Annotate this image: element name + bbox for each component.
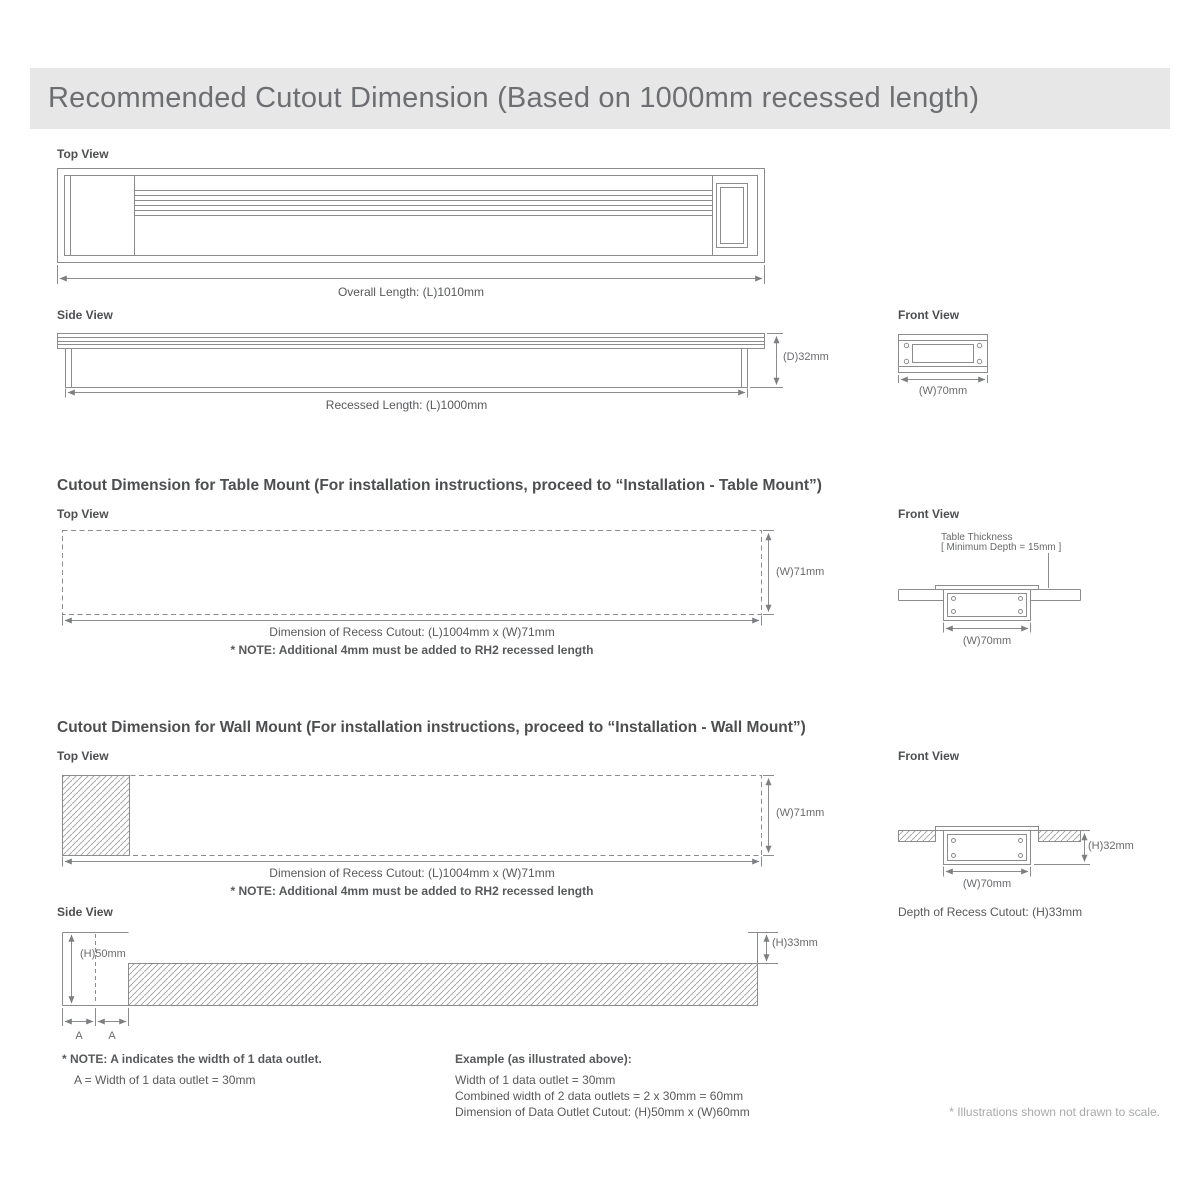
wall-mount-side-view-label: Side View <box>57 905 113 919</box>
wall-mount-side-height-label: (H)50mm <box>80 948 126 960</box>
wall-mount-side-view-drawing <box>63 933 779 1006</box>
wall-mount-length-dim <box>63 857 762 867</box>
outlet-width-a-label-right: A <box>108 1030 116 1042</box>
table-mount-front-width-label: (W)70mm <box>962 635 1012 647</box>
wall-side-outlet-width-dims <box>63 1008 129 1026</box>
page-title: Recommended Cutout Dimension (Based on 1000mm recessed length) <box>48 82 980 114</box>
wall-mount-heading: Cutout Dimension for Wall Mount (For installation instructions, proceed to “Installation - Wall Mount”) <box>57 719 806 736</box>
overview-overall-length-dim <box>58 265 765 284</box>
wall-mount-width-dim <box>763 776 774 856</box>
table-mount-front-view-drawing <box>899 553 1081 621</box>
example-heading: Example (as illustrated above): <box>455 1052 632 1066</box>
overview-front-width-label: (W)70mm <box>918 385 968 397</box>
overview-top-view-label: Top View <box>57 147 109 161</box>
table-mount-length-dim <box>63 616 762 626</box>
overview-top-view-drawing <box>58 169 765 263</box>
overview-recessed-length-dim <box>66 389 748 398</box>
table-mount-width-dim <box>763 531 774 615</box>
wall-mount-front-view-drawing <box>899 827 1081 865</box>
overview-front-view-drawing <box>899 335 988 373</box>
wall-mount-top-view-drawing <box>63 776 762 856</box>
example-line-2: Combined width of 2 data outlets = 2 x 30mm = 60mm <box>455 1089 744 1103</box>
wall-mount-front-view-label: Front View <box>898 749 960 763</box>
wall-mount-note: * NOTE: Additional 4mm must be added to RH2 recessed length <box>230 884 594 898</box>
data-outlet-width-note: A = Width of 1 data outlet = 30mm <box>74 1073 256 1087</box>
wall-mount-top-view-label: Top View <box>57 749 109 763</box>
table-mount-note: * NOTE: Additional 4mm must be added to RH2 recessed length <box>230 643 594 657</box>
wall-mount-front-height-label: (H)32mm <box>1088 840 1134 852</box>
overview-depth-label: (D)32mm <box>783 351 829 363</box>
scale-disclaimer: * Illustrations shown not drawn to scale. <box>949 1105 1160 1119</box>
wall-mount-front-width-label: (W)70mm <box>962 878 1012 890</box>
overview-side-view-label: Side View <box>57 308 113 322</box>
table-mount-front-width-dim <box>944 623 1031 633</box>
wall-mount-width-label: (W)71mm <box>776 807 825 819</box>
table-thickness-label-line1: Table Thickness <box>941 532 1013 543</box>
overview-front-width-dim <box>899 375 988 383</box>
example-line-3: Dimension of Data Outlet Cutout: (H)50mm x (W)60mm <box>455 1105 750 1119</box>
overview-front-view-label: Front View <box>898 308 960 322</box>
wall-mount-depth-of-recess-label: Depth of Recess Cutout: (H)33mm <box>898 905 1083 919</box>
table-mount-cutout-dimension: Dimension of Recess Cutout: (L)1004mm x (W)71mm <box>269 625 555 639</box>
wall-mount-front-width-dim <box>944 867 1031 877</box>
example-line-1: Width of 1 data outlet = 30mm <box>455 1073 616 1087</box>
table-mount-heading: Cutout Dimension for Table Mount (For installation instructions, proceed to “Installation - Table Mount”) <box>57 477 822 494</box>
wall-mount-side-recess-height-label: (H)33mm <box>772 937 818 949</box>
data-outlet-note: * NOTE: A indicates the width of 1 data outlet. <box>62 1052 322 1066</box>
table-mount-top-view-label: Top View <box>57 507 109 521</box>
table-mount-front-view-label: Front View <box>898 507 960 521</box>
wall-mount-cutout-dimension: Dimension of Recess Cutout: (L)1004mm x (W)71mm <box>269 866 555 880</box>
overview-overall-length-label: Overall Length: (L)1010mm <box>337 285 485 299</box>
table-thickness-label-line2: [ Minimum Depth = 15mm ] <box>941 542 1062 553</box>
overview-side-view-drawing <box>58 334 765 388</box>
outlet-width-a-label-left: A <box>75 1030 83 1042</box>
table-mount-width-label: (W)71mm <box>776 566 825 578</box>
overview-recessed-length-label: Recessed Length: (L)1000mm <box>325 398 488 412</box>
table-mount-top-view-drawing <box>63 531 762 615</box>
